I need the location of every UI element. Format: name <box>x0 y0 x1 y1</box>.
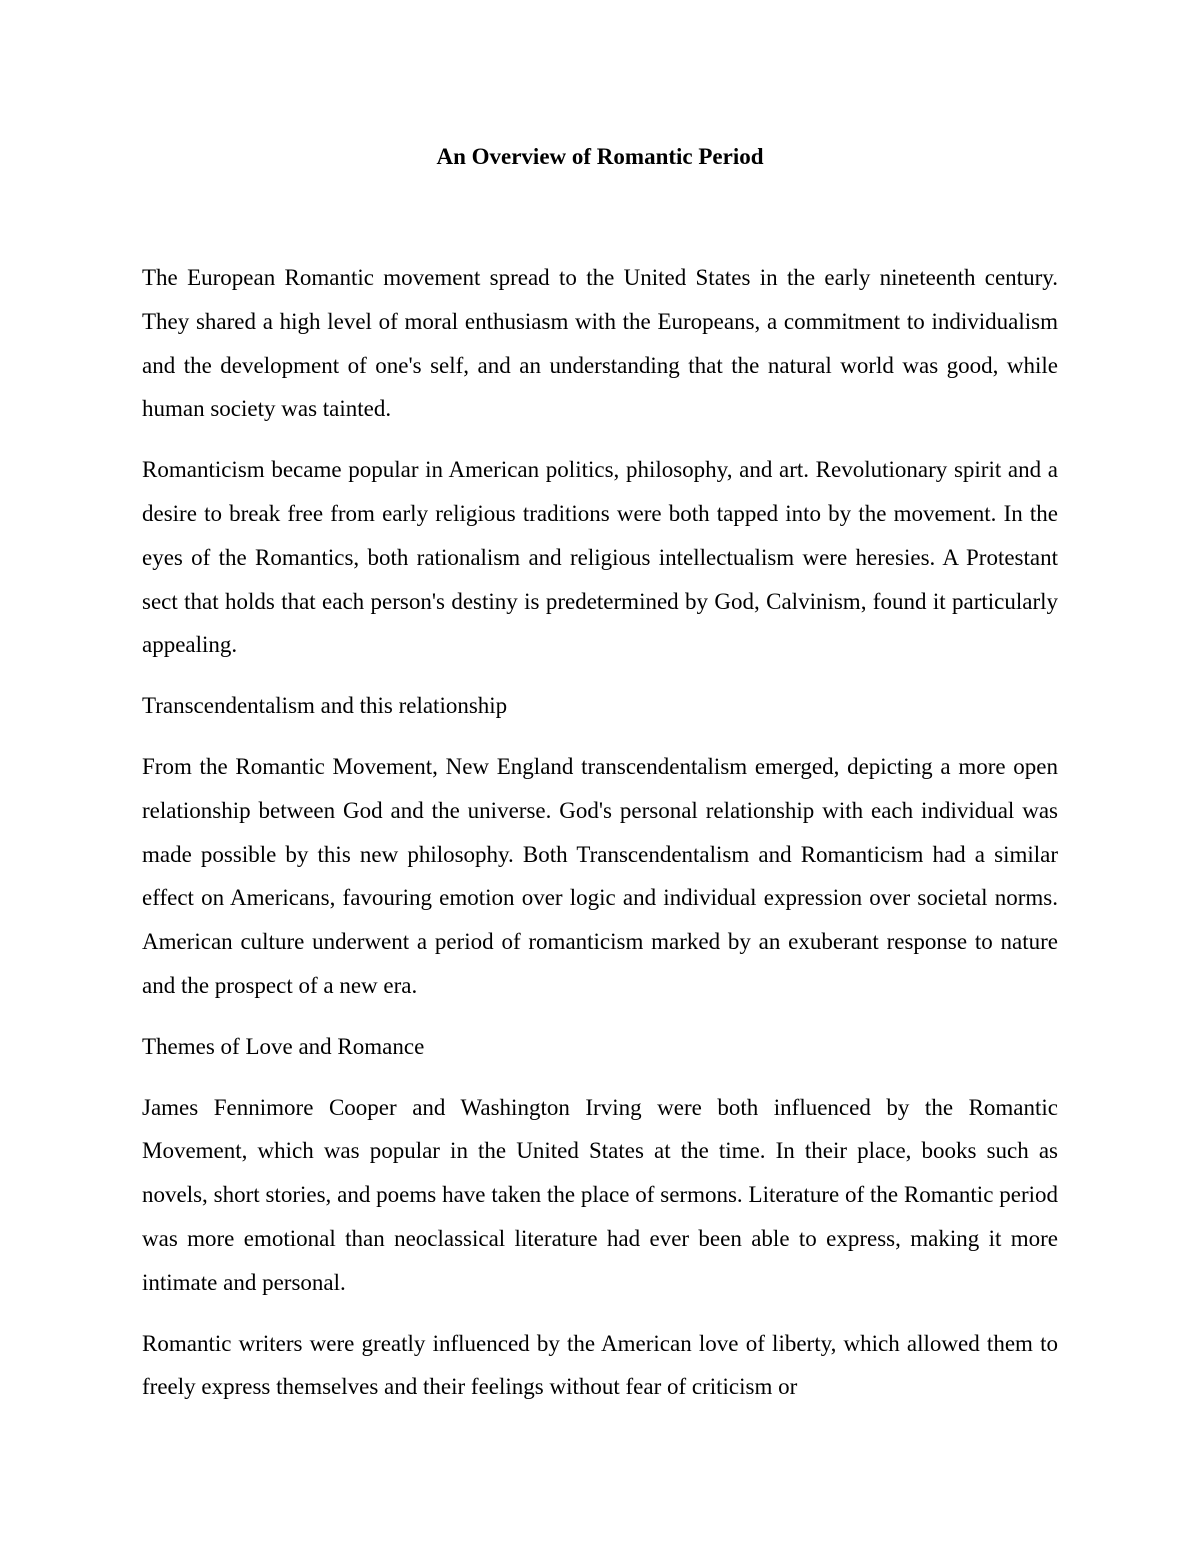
document-body <box>142 256 1058 1426</box>
paragraph-liberty: Romantic writers were greatly influenced by the American love of liberty, which allowed them to freely express themselves and their feelings without fear of criticism or <box>142 1330 1058 1400</box>
document-title: An Overview of Romantic Period <box>436 144 764 169</box>
paragraph-intro: The European Romantic movement spread to the United States in the early nineteenth century. They shared a high level of moral enthusiasm with the Europeans, a commitment to individualism and the development of one's self, and an understanding that the natural world was good, while human society was tainted. <box>142 265 1058 422</box>
section-heading-love-romance: Themes of Love and Romance <box>142 1033 425 1059</box>
paragraph-romanticism: Romanticism became popular in American politics, philosophy, and art. Revolutionary spirit and a desire to break free from early religious traditions were both tapped into by the movement. In the eyes of the Romantics, both rationalism and religious intellectualism were heresies. A Protestant sect that holds that each person's destiny is predetermined by God, Calvinism, found it particularly appealing. <box>142 457 1058 658</box>
paragraph-transcendentalism: From the Romantic Movement, New England transcendentalism emerged, depicting a more open relationship between God and the universe. God's personal relationship with each individual was made possible by this new philosophy. Both Transcendentalism and Romanticism had a similar effect on Americans, favouring emotion over logic and individual expression over societal norms. American culture underwent a period of romanticism marked by an exuberant response to nature and the prospect of a new era. <box>142 753 1058 998</box>
paragraph-writers: James Fennimore Cooper and Washington Irving were both influenced by the Romantic Movement, which was popular in the United States at the time. In their place, books such as novels, short stories, and poems have taken the place of sermons. Literature of the Romantic period was more emotional than neoclassical literature had ever been able to express, making it more intimate and personal. <box>142 1094 1058 1295</box>
section-heading-transcendentalism: Transcendentalism and this relationship <box>142 693 508 719</box>
